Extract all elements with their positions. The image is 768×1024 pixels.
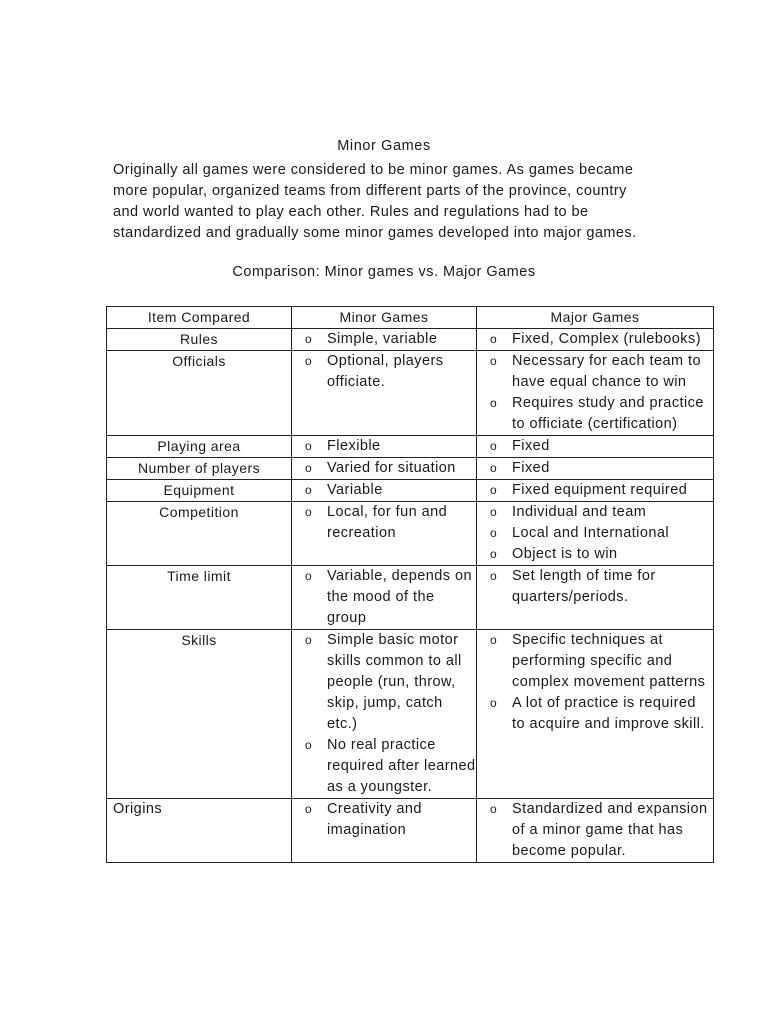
list-item-text: Simple, variable: [327, 331, 438, 347]
item-compared-cell: Equipment: [107, 480, 292, 502]
bullet-icon: o: [490, 483, 498, 497]
list-item: [477, 393, 713, 435]
bullet-icon: o: [305, 505, 313, 519]
item-compared-cell: Number of players: [107, 458, 292, 480]
list-item-text: Object is to win: [512, 546, 618, 562]
list-item-text: Necessary for each team to have equal chance to win: [512, 353, 701, 390]
list-item-text: No real practice required after learned as a youngster.: [327, 737, 476, 795]
list-item-text: Fixed: [512, 438, 550, 454]
list-item: [292, 502, 476, 544]
intro-line: Originally all games were considered to be minor games. As games became: [113, 162, 634, 178]
table-row: [107, 799, 714, 863]
list-item: [477, 502, 713, 523]
minor-games-cell: [292, 436, 477, 458]
item-compared-cell: Origins: [107, 799, 292, 863]
bullet-icon: o: [490, 354, 498, 368]
list-item: [292, 735, 476, 798]
bullet-icon: o: [305, 461, 313, 475]
list-item-text: Requires study and practice to officiate (certification): [512, 395, 704, 432]
list-item: [477, 480, 713, 501]
list-item-text: Local, for fun and recreation: [327, 504, 448, 541]
major-games-list: [477, 480, 713, 501]
list-item-text: Individual and team: [512, 504, 647, 520]
list-item: [292, 329, 476, 350]
bullet-icon: o: [305, 332, 313, 346]
minor-games-list: [292, 329, 476, 350]
minor-games-list: [292, 502, 476, 544]
item-compared-cell: Time limit: [107, 566, 292, 630]
minor-games-cell: [292, 566, 477, 630]
major-games-list: [477, 351, 713, 435]
list-item-text: Flexible: [327, 438, 381, 454]
list-item: [292, 630, 476, 735]
list-item-text: Standardized and expansion of a minor game that has become popular.: [512, 801, 708, 859]
minor-games-list: [292, 458, 476, 479]
major-games-list: [477, 458, 713, 479]
major-games-cell: [477, 458, 714, 480]
list-item-text: Local and International: [512, 525, 670, 541]
bullet-icon: o: [490, 396, 498, 410]
major-games-list: [477, 502, 713, 565]
minor-games-cell: [292, 351, 477, 436]
table-header-row: [107, 307, 714, 329]
bullet-icon: o: [305, 633, 313, 647]
list-item-text: Simple basic motor skills common to all people (run, throw, skip, jump, catch etc.): [327, 632, 462, 732]
list-item: [477, 329, 713, 350]
item-compared-cell: Officials: [107, 351, 292, 436]
minor-games-list: [292, 351, 476, 393]
minor-games-cell: [292, 480, 477, 502]
bullet-icon: o: [490, 569, 498, 583]
list-item-text: Fixed: [512, 460, 550, 476]
list-item: [292, 351, 476, 393]
major-games-cell: [477, 351, 714, 436]
bullet-icon: o: [305, 439, 313, 453]
minor-games-list: [292, 436, 476, 457]
intro-line: more popular, organized teams from different parts of the province, country: [113, 183, 627, 199]
list-item-text: Variable: [327, 482, 383, 498]
table-row: [107, 566, 714, 630]
table-row: [107, 480, 714, 502]
bullet-icon: o: [490, 802, 498, 816]
table-body: [107, 329, 714, 863]
minor-games-cell: [292, 799, 477, 863]
list-item: [477, 544, 713, 565]
list-item-text: Creativity and imagination: [327, 801, 422, 838]
header-major-games: Major Games: [477, 307, 714, 329]
minor-games-cell: [292, 630, 477, 799]
bullet-icon: o: [305, 483, 313, 497]
bullet-icon: o: [490, 526, 498, 540]
bullet-icon: o: [490, 332, 498, 346]
major-games-list: [477, 329, 713, 350]
intro-line: and world wanted to play each other. Rules and regulations had to be: [113, 204, 589, 220]
major-games-list: [477, 566, 713, 608]
list-item: [292, 799, 476, 841]
major-games-list: [477, 630, 713, 735]
list-item: [477, 693, 713, 735]
list-item-text: Fixed, Complex (rulebooks): [512, 331, 701, 347]
document-title: Minor Games: [337, 138, 431, 154]
minor-games-cell: [292, 329, 477, 351]
table-row: [107, 630, 714, 799]
list-item-text: Set length of time for quarters/periods.: [512, 568, 656, 605]
item-compared-cell: Rules: [107, 329, 292, 351]
major-games-cell: [477, 799, 714, 863]
list-item: [477, 566, 713, 608]
list-item: [477, 630, 713, 693]
bullet-icon: o: [305, 354, 313, 368]
list-item: [477, 799, 713, 862]
minor-games-cell: [292, 458, 477, 480]
list-item: [477, 436, 713, 457]
minor-games-list: [292, 799, 476, 841]
major-games-cell: [477, 566, 714, 630]
comparison-table: [106, 306, 714, 863]
list-item: [292, 566, 476, 629]
bullet-icon: o: [305, 802, 313, 816]
list-item-text: Optional, players officiate.: [327, 353, 444, 390]
list-item-text: Fixed equipment required: [512, 482, 688, 498]
minor-games-list: [292, 480, 476, 501]
list-item: [292, 458, 476, 479]
major-games-list: [477, 799, 713, 862]
major-games-cell: [477, 502, 714, 566]
bullet-icon: o: [305, 738, 313, 752]
header-item-compared: Item Compared: [107, 307, 292, 329]
bullet-icon: o: [490, 439, 498, 453]
table-row: [107, 351, 714, 436]
comparison-subtitle: Comparison: Minor games vs. Major Games: [232, 264, 536, 280]
header-minor-games: Minor Games: [292, 307, 477, 329]
bullet-icon: o: [490, 696, 498, 710]
item-compared-cell: Skills: [107, 630, 292, 799]
table-row: [107, 502, 714, 566]
list-item-text: A lot of practice is required to acquire and improve skill.: [512, 695, 705, 732]
table-row: [107, 329, 714, 351]
intro-line: standardized and gradually some minor games developed into major games.: [113, 225, 637, 241]
major-games-cell: [477, 329, 714, 351]
major-games-list: [477, 436, 713, 457]
list-item: [292, 436, 476, 457]
table-row: [107, 436, 714, 458]
bullet-icon: o: [490, 633, 498, 647]
bullet-icon: o: [490, 505, 498, 519]
table-row: [107, 458, 714, 480]
major-games-cell: [477, 630, 714, 799]
list-item: [477, 523, 713, 544]
minor-games-list: [292, 630, 476, 798]
minor-games-cell: [292, 502, 477, 566]
item-compared-cell: Playing area: [107, 436, 292, 458]
item-compared-cell: Competition: [107, 502, 292, 566]
list-item: [292, 480, 476, 501]
bullet-icon: o: [305, 569, 313, 583]
list-item: [477, 351, 713, 393]
list-item-text: Specific techniques at performing specific and complex movement patterns: [512, 632, 706, 690]
major-games-cell: [477, 436, 714, 458]
list-item: [477, 458, 713, 479]
list-item-text: Variable, depends on the mood of the group: [327, 568, 472, 626]
minor-games-list: [292, 566, 476, 629]
bullet-icon: o: [490, 461, 498, 475]
list-item-text: Varied for situation: [327, 460, 456, 476]
major-games-cell: [477, 480, 714, 502]
intro-paragraph: [113, 160, 673, 244]
bullet-icon: o: [490, 547, 498, 561]
